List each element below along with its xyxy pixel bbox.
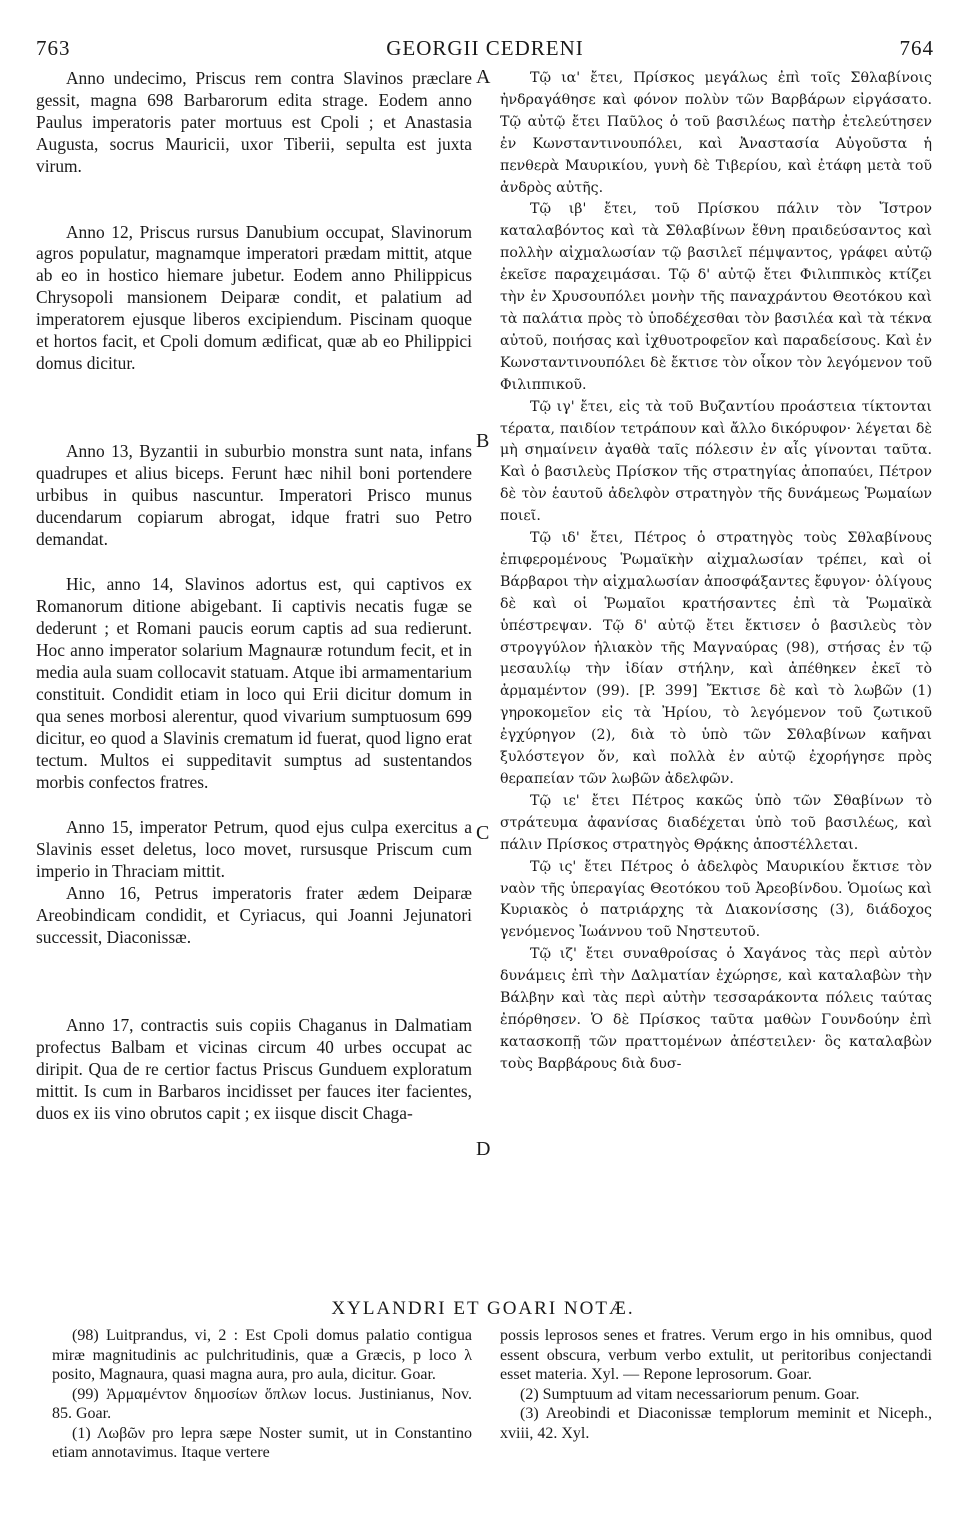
latin-paragraph: Anno 15, imperator Petrum, quod ejus culpa exercitus a Slavinis esset deletus, loco movet, rursusque Priscum cum imperio in Thraciam mittit. bbox=[36, 817, 472, 882]
footnote: (99) Ἀρμαμέντον δημοσίων ὅπλων locus. Justinianus, Nov. 85. Goar. bbox=[52, 1385, 472, 1422]
section-marker-b: B bbox=[476, 430, 490, 452]
latin-paragraph: Anno 17, contractis suis copiis Chaganus in Dalmatiam profectus Balbam et vicinas circum 40 urbes occupat ac diripit. Qua de re certior factus Priscus Gunduem exploratum mittit. Is cum in Barbaros incidisset per fauces iter facientes, duos ex iis vino obrutos capit ; ex iisque discit Chaga- bbox=[36, 1014, 472, 1123]
latin-paragraph: Anno 13, Byzantii in suburbio monstra sunt nata, infans quadrupes et alius biceps. Ferunt hæc nihil boni portendere urbibus in quibus nascuntur. Imperatori Prisco munus ducendarum copiarum abrogat, idque fratri suo Petro demandat. bbox=[36, 440, 472, 549]
greek-paragraph: Τῷ ια' ἔτει, Πρίσκος μεγάλως ἐπὶ τοῖς Σθλαβίνοις ἠνδραγάθησε καὶ φόνον πολὺν τῶν Βαρβάρων εἰργάσατο. Τῷ αὐτῷ ἔτει Παῦλος ὁ τοῦ βασιλέως πατὴρ ἐτελεύτησεν ἐν Κωνσταντινουπόλει, καὶ Ἀναστασία Αὐγοῦστα ἡ πενθερὰ Μαυρικίου, γυνὴ δὲ Τιβερίου, καὶ ἐτάφη μετὰ τοῦ ἀνδρὸς αὐτῆς. bbox=[500, 70, 932, 196]
greek-column bbox=[500, 68, 932, 1076]
greek-paragraph: Τῷ ιβ' ἔτει, τοῦ Πρίσκου πάλιν τὸν Ἴστρον καταλαβόντος καὶ τὰ Σθλαβίνων ἔθνη πραιδεύσαντος καὶ πολλὴν αἰχμαλωσίαν τῷ βασιλεῖ πέμψαντος, γράφει αὐτῷ ἐκεῖσε παραχειμάσαι. Τῷ δ' αὐτῷ ἔτει Φιλιππικὸς κτίζει τὴν ἐν Χρυσουπόλει μονὴν τῆς παναχράντου Θεοτόκου καὶ τὰ παλάτια πρὸς τὸ ὑποδέχεσθαι τὸν βασιλέα καὶ τὰ τέκνα αὐτοῦ, ποιήσας καὶ ἰχθυοτροφεῖον καὶ παραδείσους. Καὶ ἐν Κωνσταντινουπόλει δὲ ἔκτισε τὸν οἶκον τὸν λεγόμενον τοῦ Φιλιππικοῦ. bbox=[500, 201, 932, 393]
footnote: possis leprosos senes et fratres. Verum ergo in his omnibus, quod essent obscura, verbum verbo extulit, ut peritoribus conjectandi esset materia. Xyl. — Repone leprosorum. Goar. bbox=[500, 1327, 932, 1383]
latin-paragraph: Hic, anno 14, Slavinos adortus est, qui captivos ex Romanorum ditione abigebant. Ii captivis necatis fugæ se dederunt ; et Romani paucis eorum captis ad sua redierunt. Hoc anno imperator solarium Magnauræ rotundum fecit, et in media aula suam collocavit statuam. Atque ibi armamentarium constituit. Condidit etiam in loco qui Erii dicitur domum in qua senes morbosi alerentur, quod vivarium sumptuosum 699 dicitur, eo quod a Slavinis crematum id fuerat, quod ligno erat tectum. Multos ei suppeditavit sumptus ad sustentandos morbis confectos fratres. bbox=[36, 574, 472, 792]
section-marker-c: C bbox=[476, 822, 490, 844]
latin-paragraph: Anno undecimo, Priscus rem contra Slavinos præclare gessit, magna 698 Barbarorum edita strage. Eodem anno Paulus imperatoris pater mortuus est Cpoli ; et Anastasia Augusta, socrus Mauricii, uxor Tiberii, sepulta est juxta virum. bbox=[36, 68, 472, 176]
latin-column bbox=[36, 68, 472, 1124]
footnote: (2) Sumptuum ad vitam necessariorum penum. Goar. bbox=[520, 1385, 860, 1403]
running-title: GEORGII CEDRENI bbox=[386, 36, 584, 60]
greek-paragraph: Τῷ ιγ' ἔτει, εἰς τὰ τοῦ Βυζαντίου προάστεια τίκτονται τέρατα, παιδίον τετράπουν καὶ ἄλλο δικόρυφον· λέγεται δὲ μὴ σημαίνειν ἀγαθὰ ταῖς πόλεσιν ἐν αἷς γίνονται ταῦτα. Καὶ ὁ βασιλεὺς Πρίσκον τῆς στρατηγίας ἀποπαύει, Πέτρον δὲ τὸν ἑαυτοῦ ἀδελφὸν στρατηγὸν τῆς δυνάμεως Ῥωμαίων ποιεῖ. bbox=[500, 398, 932, 525]
greek-paragraph: Τῷ ιε' ἔτει Πέτρος κακῶς ὑπὸ τῶν Σθαβίνων τὸ στράτευμα ἀφανίσας διαδέχεται ὑπὸ τοῦ βασιλέως, καὶ πάλιν Πρίσκος στρατηγὸς Θρᾴκης ἀποστέλλεται. bbox=[500, 792, 932, 853]
section-marker-d: D bbox=[476, 1138, 491, 1160]
notes-left-column bbox=[52, 1326, 472, 1463]
notes-heading: XYLANDRI ET GOARI NOTÆ. bbox=[331, 1298, 635, 1319]
greek-paragraph: Τῷ ιδ' ἔτει, Πέτρος ὁ στρατηγὸς τοὺς Σθλαβίνους ἐπιφερομένους Ῥωμαϊκὴν αἰχμαλωσίαν τρέπει, καὶ οἱ Βάρβαροι τὴν αἰχμαλωσίαν ἀποσφάξαντες ἔφυγον· ὀλίγους δὲ καὶ οἱ Ῥωμαῖοι κρατήσαντες ἐπὶ τὰ Ῥωμαϊκὰ ὑπέστρεψαν. Τῷ δ' αὐτῷ ἔτει ἔκτισεν ὁ βασιλεὺς τὸν στρογγύλον ἡλιακὸν τῆς Μαγναύρας (98), στήσας ἐν τῷ μεσαυλίῳ τὴν ἰδίαν στήλην, καὶ ἀπέθηκεν ἐκεῖ τὸ ἀρμαμέντον (99). [P. 399] Ἔκτισε δὲ καὶ τὸ λωβῶν (1) γηροκομεῖον εἰς τὰ Ἠρίου, τὸ λεγόμενον τοῦ ζωτικοῦ ἐγχύρηγον (2), διὰ τὸ ὑπὸ τῶν Σθλαβίνων καῆναι ξυλόστεγον ὄν, καὶ πολλὰ ἐν αὐτῷ ἐχορήγησε πρὸς θεραπείαν τῶν λωβῶν ἀδελφῶν. bbox=[500, 530, 932, 787]
page-number-right: 764 bbox=[899, 36, 934, 60]
greek-paragraph: Τῷ ιζ' ἔτει συναθροίσας ὁ Χαγάνος τὰς περὶ αὐτὸν δυνάμεις ἐπὶ τὴν Δαλματίαν ἐχώρησε, καὶ καταλαβὼν τὴν Βάλβην καὶ τὰς περὶ αὐτὴν τεσσαράκοντα πόλεις ταύτας ἐπόρθησεν. Ὁ δὲ Πρίσκος ταῦτα μαθὼν Γουνδούην ἐπὶ κατασκοπῇ τῶν πραττομένων ἀπέστειλεν· ὃς καταλαβὼν τοὺς Βαρβάρους διὰ δυσ- bbox=[500, 946, 932, 1072]
latin-paragraph: Anno 12, Priscus rursus Danubium occupat, Slavinorum agros populatur, magnamque imperatori prædam mittit, atque ab eo in hostico hiemare jubetur. Eodem anno Philippicus Chrysopoli mansionem Deiparæ condit, et palatium ad imperatorem ejusque liberos excipiendum. Piscinam quoque et hortos facit, et Cpoli domum ædificat, quæ ab eo Philippici domus dicitur. bbox=[36, 221, 472, 373]
footnote: (1) Λωβῶν pro lepra sæpe Noster sumit, ut in Constantino etiam annotavimus. Itaque vertere bbox=[52, 1424, 472, 1461]
section-marker-a: A bbox=[476, 66, 491, 88]
page-header bbox=[36, 36, 934, 64]
page-number-left: 763 bbox=[36, 36, 71, 60]
footnote: (3) Areobindi et Diaconissæ templorum meminit et Niceph., xviii, 42. Xyl. bbox=[500, 1405, 932, 1442]
greek-paragraph: Τῷ ις' ἔτει Πέτρος ὁ ἀδελφὸς Μαυρικίου ἔκτισε τὸν ναὸν τῆς ὑπεραγίας Θεοτόκου τοῦ Ἀρεοβίνδου. Ὁμοίως καὶ Κυριακὸς ὁ πατριάρχης τὰ Διακονίσσης (3), διάδοχος γενόμενος Ἰωάννου τοῦ Νηστευτοῦ. bbox=[500, 858, 932, 941]
latin-paragraph: Anno 16, Petrus imperatoris frater ædem Deiparæ Areobindicam condidit, et Cyriacus, qui Joanni Jejunatori successit, Diaconissæ. bbox=[36, 883, 472, 947]
footnote: (98) Luitprandus, vi, 2 : Est Cpoli domus palatio contigua miræ magnitudinis ac pulchritudinis, quæ a Græcis, p loco λ posito, Magnaura, quasi magna aura, pro aula, dicitur. Goar. bbox=[52, 1327, 472, 1383]
notes-right-column bbox=[500, 1326, 932, 1443]
